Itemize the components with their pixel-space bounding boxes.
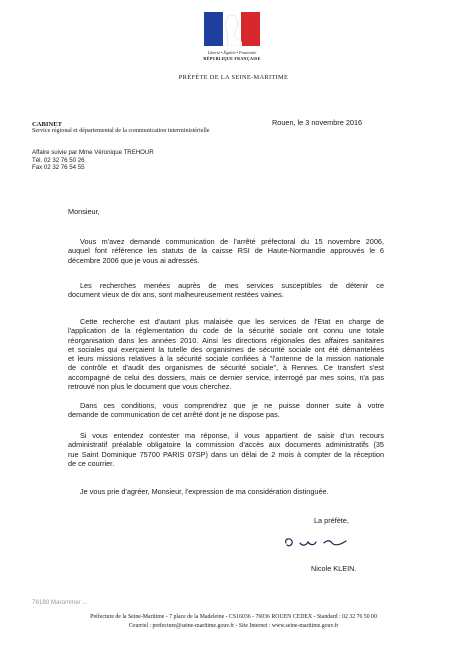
flag-white-band xyxy=(223,12,242,46)
footer-contact: Courriel : prefecture@seine-maritime.gouv.fr - Site Internet : www.seine-maritime.gouv.fr xyxy=(128,623,339,629)
paragraph-line: retrouvé non plus le document que vous cherchez. xyxy=(68,382,232,392)
marianne-logo xyxy=(196,12,268,68)
paragraph-line: document vieux de dix ans, sont malheureusement restées vaines. xyxy=(68,290,284,300)
cabinet-title: CABINET xyxy=(32,121,63,128)
paragraph-line: administratif préalable obligatoire la commission d'accès aux documents administratifs (35 xyxy=(68,440,384,450)
salutation: Monsieur, xyxy=(68,207,100,216)
fax: Fax 02 32 76 54 55 xyxy=(32,164,85,171)
paragraph-line: l'application de la réglementation du code de la sécurité sociale ont connu une totale xyxy=(68,326,384,336)
flag-red-band xyxy=(241,12,260,46)
telephone: Tél. 02 32 76 50 26 xyxy=(32,157,85,164)
paragraph-line: Vous m'avez demandé communication de l'arrêté préfectoral du 15 novembre 2006, xyxy=(80,237,384,246)
paragraph-line: demande de communication de cet arrêté dont je ne dispose pas. xyxy=(68,410,280,420)
paragraph-line: Si vous entendez contester ma réponse, il vous appartient de saisir d'un recours xyxy=(80,431,384,440)
marianne-profile-icon xyxy=(223,12,242,46)
signer-name: Nicole KLEIN. xyxy=(311,564,357,573)
paragraph-reorganisation xyxy=(68,317,384,391)
paragraph-line: de contrôle et d'audit des organismes de sécurité sociale", à Rennes. Ce transfert s'est xyxy=(68,363,384,373)
letter-date: Rouen, le 3 novembre 2016 xyxy=(272,118,363,127)
footer-address: Préfecture de la Seine-Maritime - 7 place de la Madeleine - CS16036 - 76036 ROUEN CEDEX - Standard : 02 32 76 50 00 xyxy=(90,614,377,620)
paragraph-request xyxy=(68,237,384,265)
paragraph-line: réorganisation dans les années 2010. Ainsi les directions régionales des affaires sanitaires xyxy=(68,335,384,345)
paragraph-line: Cette recherche est d'autant plus malaisée que les services de l'Etat en charge de xyxy=(80,317,384,326)
paragraph-line: et sociales qui exerçaient la tutelle des organismes de sécurité sociale ont été démantelées xyxy=(68,344,384,354)
paragraph-search xyxy=(68,281,384,300)
flag-blue-band xyxy=(204,12,223,46)
affaire-suivie: Affaire suivie par Mme Véronique TREHOUR xyxy=(32,149,154,156)
paragraph-line: décembre 2006 que je vous ai adressés. xyxy=(68,255,200,265)
paragraph-line: rue Saint Dominique 75700 PARIS 07SP) dans un délai de 2 mois à compter de la réception xyxy=(68,449,384,459)
prefecture-heading: PRÉFÈTE DE LA SEINE-MARITIME xyxy=(178,74,289,81)
paragraph-line: auquel font référence les statuts de la caisse RSI de Haute-Normandie approuvés le 6 xyxy=(68,246,384,256)
handwritten-signature xyxy=(280,531,360,553)
logo-motto: Liberté • Égalité • Fraternité xyxy=(207,50,257,55)
paragraph-line: de ce courrier. xyxy=(68,458,115,468)
service-name: Service régional et départemental de la communication interministérielle xyxy=(32,128,210,134)
closing-title: La préfète, xyxy=(314,516,349,525)
logo-republic: RÉPUBLIQUE FRANÇAISE xyxy=(203,56,261,61)
paragraph-line: accompagné de celui des dossiers, mais ce dernier service, interrogé par mes soins, n'a pas xyxy=(68,372,384,382)
paragraph-politeness xyxy=(68,487,384,496)
paragraph-line: Je vous prie d'agréer, Monsieur, l'expression de ma considération distinguée. xyxy=(80,487,329,496)
paragraph-line: Dans ces conditions, vous comprendrez que je ne puisse donner suite à votre xyxy=(80,401,384,410)
faded-address-text: 76180 Maromme/ ... xyxy=(32,599,88,606)
paragraph-conditions xyxy=(68,401,384,420)
paragraph-line: Les recherches menées auprès de mes services susceptibles de détenir ce xyxy=(80,281,384,290)
paragraph-line: et leurs missions relatives à la sécurité sociale confiées à "l'antenne de la mission nationale xyxy=(68,354,384,364)
paragraph-recourse xyxy=(68,431,384,468)
tricolor-flag-icon xyxy=(204,12,260,46)
